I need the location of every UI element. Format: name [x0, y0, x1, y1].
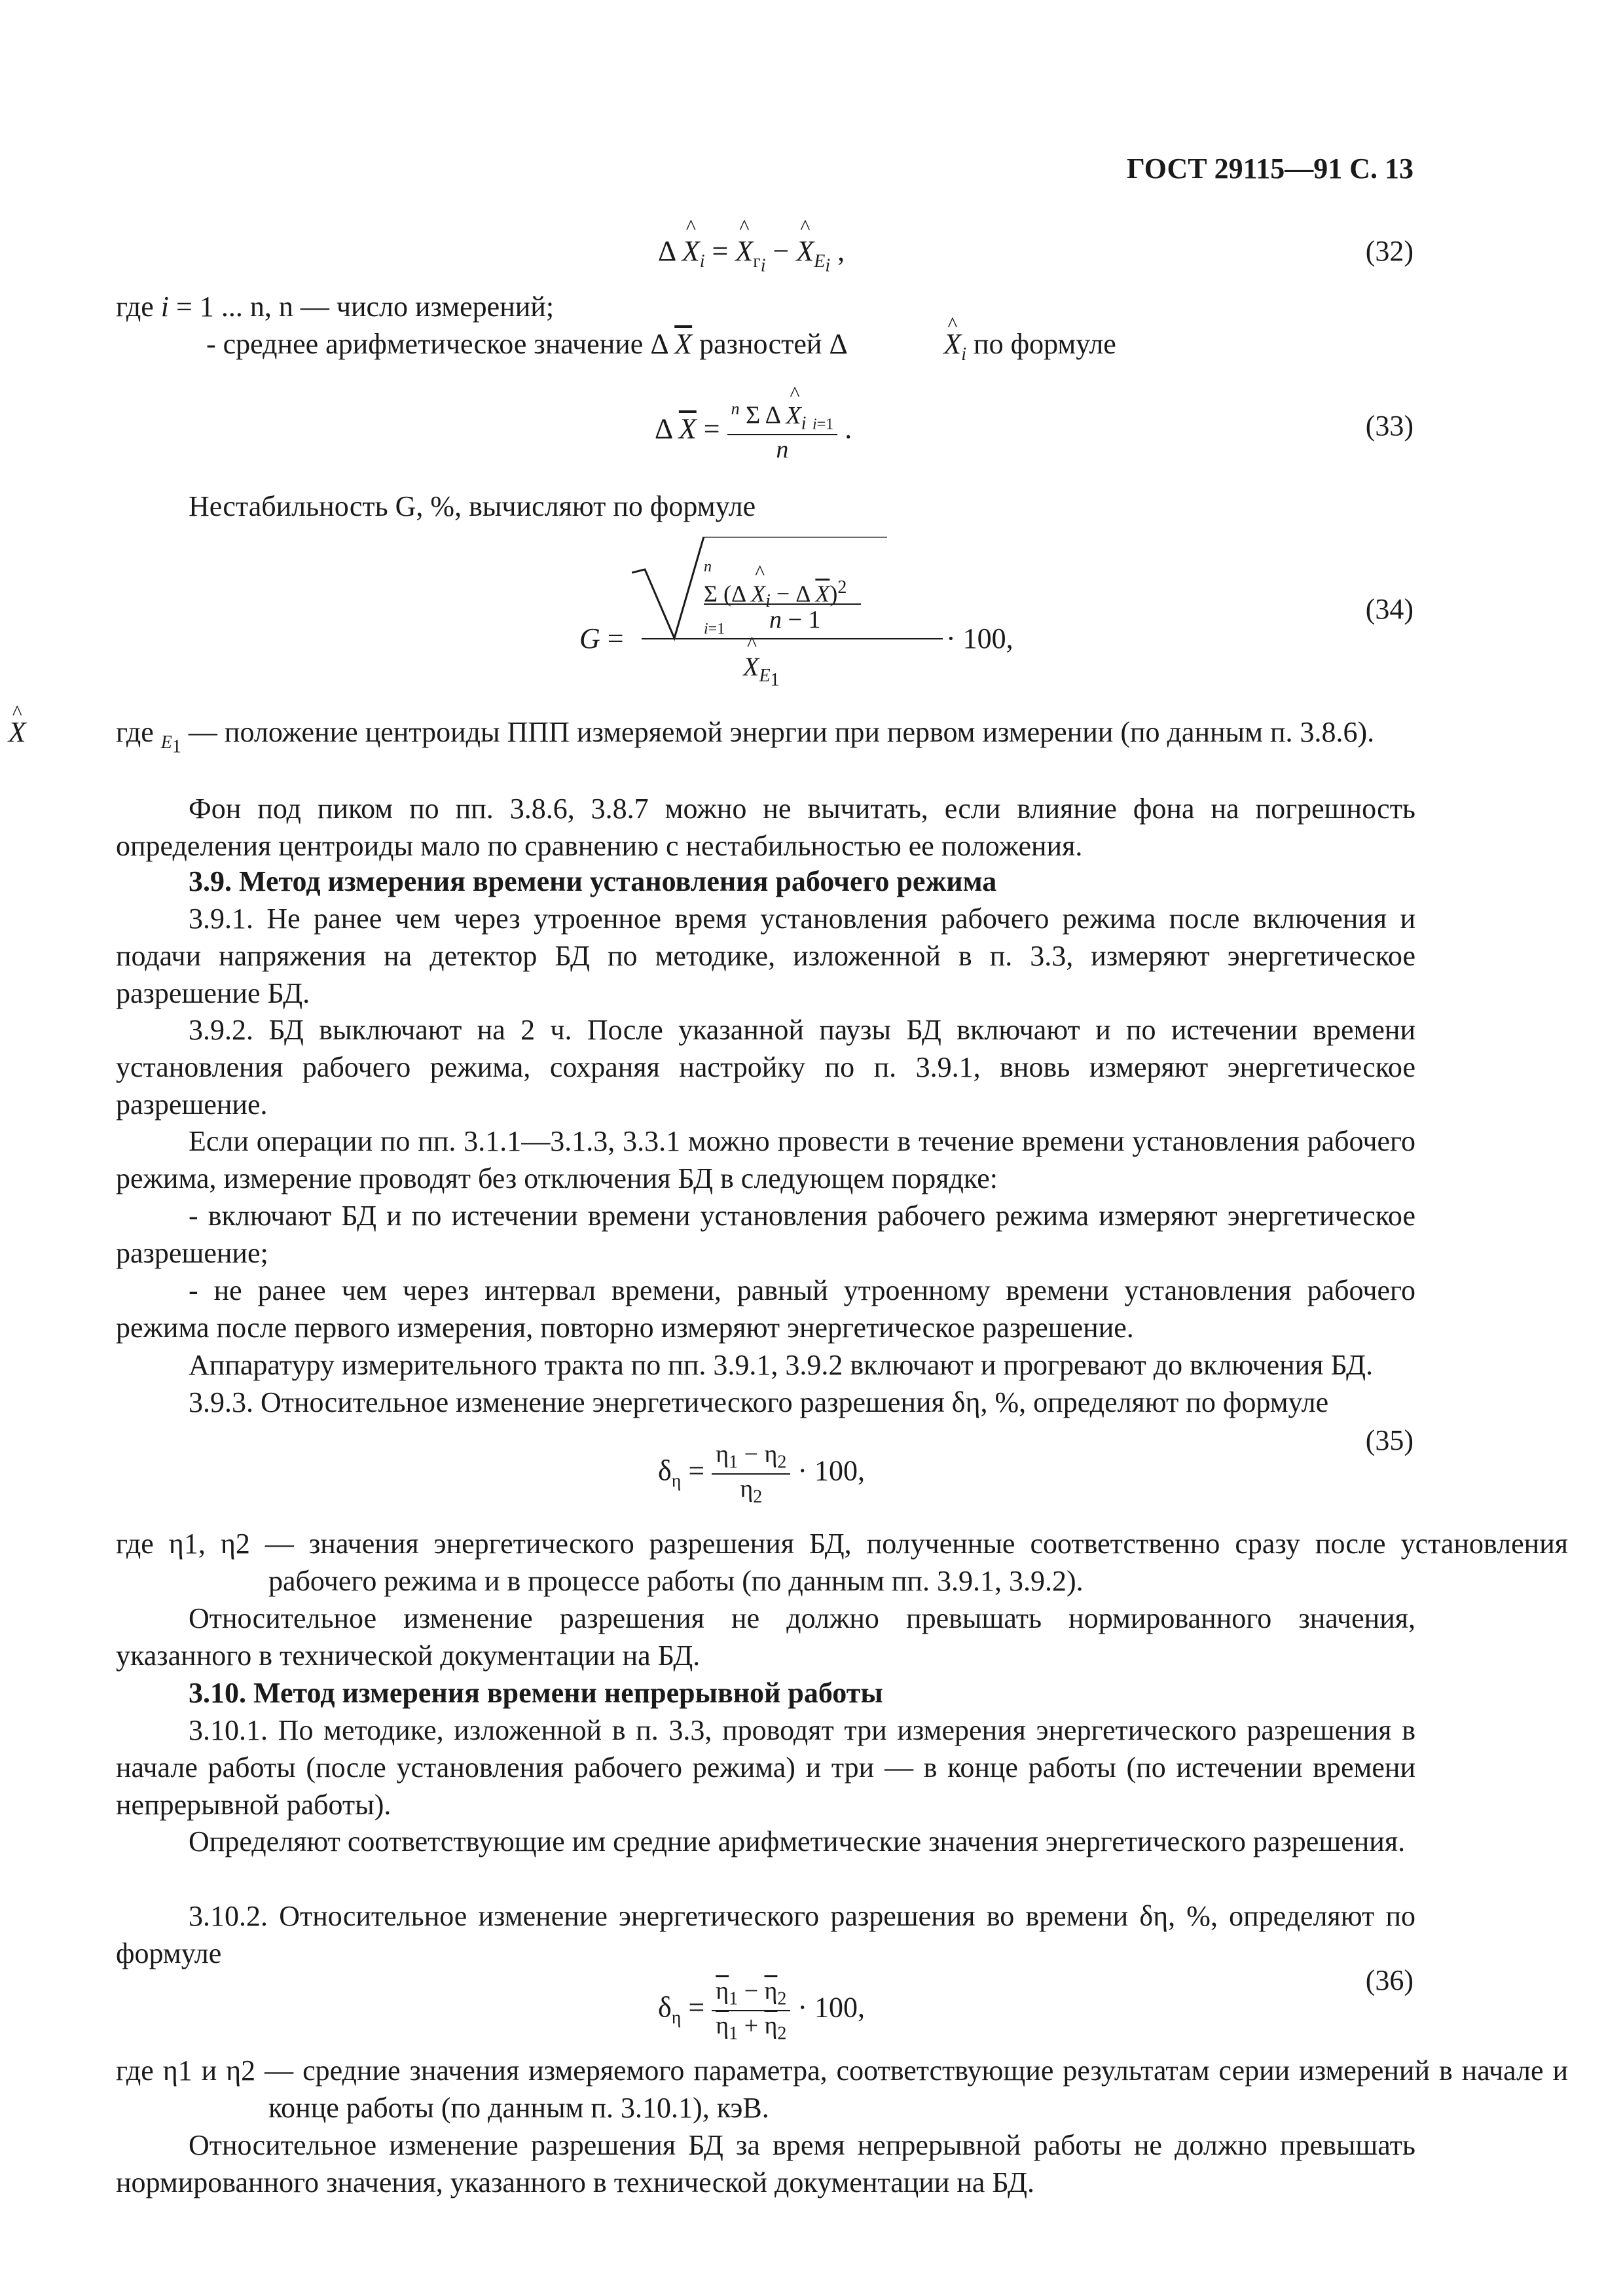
- paragraph-instability: Нестабильность G, %, вычисляют по формуле: [189, 490, 756, 522]
- heading-3-10: 3.10. Метод измерения времени непрерывной работы: [189, 1677, 883, 1709]
- paragraph-where-i: где i = 1 ... n, n — число измерений;: [116, 291, 555, 323]
- formula-35: $\delta_\eta$ = $\frac{\eta_1 - \eta_2}{\eta_2}$ · 100,: [658, 1441, 866, 1507]
- paragraph-3-9-1: 3.9.1. Не ранее чем через утроенное время установления рабочего режима после включения и подачи напряжения на детектор БД по методике, изложенной в п. 3.3, измеряют энергетическое разрешение БД.: [116, 903, 1415, 1009]
- formula-36: $\delta_\eta$ = $\frac{\overline{\eta}_1 - \overline{\eta}_2}{\overline{\eta}_1 + \overline{\eta}_2}$ · 100,: [658, 1977, 866, 2044]
- paragraph-3-10-2: 3.10.2. Относительное изменение энергетического разрешения во времени δη, %, определяют по формуле: [116, 1900, 1415, 1969]
- paragraph-determine: Определяют соответствующие им средние арифметические значения энергетического разрешения.: [189, 1825, 1406, 1857]
- formula-number-35: (35): [1365, 1424, 1413, 1456]
- formula-number-34: (34): [1365, 593, 1413, 625]
- paragraph-if-operations: Если операции по пп. 3.1.1—3.1.3, 3.3.1 можно провести в течение времени установления рабочего режима, измерение проводят без отключения БД в следующем порядке:: [116, 1125, 1415, 1194]
- paragraph-3-9-2: 3.9.2. БД выключают на 2 ч. После указанной паузы БД включают и по истечении времени установления рабочего режима, сохраняя настройку по п. 3.9.1, вновь измеряют энергетическое разрешение.: [116, 1014, 1415, 1121]
- formula-number-33: (33): [1365, 410, 1413, 442]
- paragraph-where-eta: где η1, η2 — значения энергетического разрешения БД, полученные соответственно сразу после установления рабочего режима и в процессе работы (по данным пп. 3.9.1, 3.9.2).: [116, 1528, 1568, 1597]
- paragraph-relative-1: Относительное изменение разрешения не должно превышать нормированного значения, указанного в технической документации на БД.: [116, 1602, 1415, 1672]
- formula-34: n Σ (Δ ^ $X_i - \Delta$ $\overline{X})^2$ i=1 n − 1 G = · 100, ^ $X_{E_1}$: [579, 537, 1051, 700]
- paragraph-bullet-2: - не ранее чем через интервал времени, равный утроенному времени установления рабочего режима после первого измерения, повторно измеряют энергетическое разрешение.: [116, 1274, 1415, 1344]
- paragraph-bullet-1: - включают БД и по истечении времени установления рабочего режима измеряют энергетическое разрешение;: [116, 1200, 1415, 1269]
- paragraph-3-9-3: 3.9.3. Относительное изменение энергетического разрешения δη, %, определяют по формуле: [189, 1386, 1329, 1418]
- formula-number-32: (32): [1365, 235, 1413, 267]
- paragraph-3-10-1: 3.10.1. По методике, изложенной в п. 3.3, проводят три измерения энергетического разрешения в начале работы (после установления рабочего режима) и три — в конце работы (по истечении времени непрерывной работы).: [116, 1714, 1415, 1821]
- paragraph-relative-2: Относительное изменение разрешения БД за время непрерывной работы не должно превышать нормированного значения, указанного в технической документации на БД.: [116, 2129, 1415, 2198]
- paragraph-mean: - среднее арифметическое значение Δ $\overline{X}$ разностей Δ ^ $X_i$ по формуле: [116, 325, 1415, 373]
- paragraph-apparatus: Аппаратуру измерительного тракта по пп. 3.9.1, 3.9.2 включают и прогревают до включения БД.: [189, 1349, 1374, 1381]
- formula-number-36: (36): [1365, 1964, 1413, 1996]
- formula-33: Δ $\overline{X}$ = $\frac{^n \Sigma \Delta \^{} X_i _{i=1}}{n}$ .: [655, 399, 852, 464]
- page-header: ГОСТ 29115—91 С. 13: [1126, 152, 1413, 185]
- paragraph-where-xe: где X $_{E_1}$ — положение центроиды ППП измеряемой энергии при первом измерении (по данным п. 3.8.6).: [8, 716, 1375, 757]
- paragraph-background: Фон под пиком по пп. 3.8.6, 3.8.7 можно не вычитать, если влияние фона на погрешность определения центроиды мало по сравнению с нестабильностью ее положения.: [116, 793, 1415, 862]
- formula-32: Δ ^ $X_i$ = ^ $X_{г_i}$ − ^ $X_{E_i}$ ,: [658, 234, 845, 276]
- heading-3-9: 3.9. Метод измерения времени установления рабочего режима: [189, 865, 997, 897]
- paragraph-where-mean: где η1 и η2 — средние значения измеряемого параметра, соответствующие результатам серии измерений в начале и конце работы (по данным п. 3.10.1), кэВ.: [116, 2054, 1568, 2124]
